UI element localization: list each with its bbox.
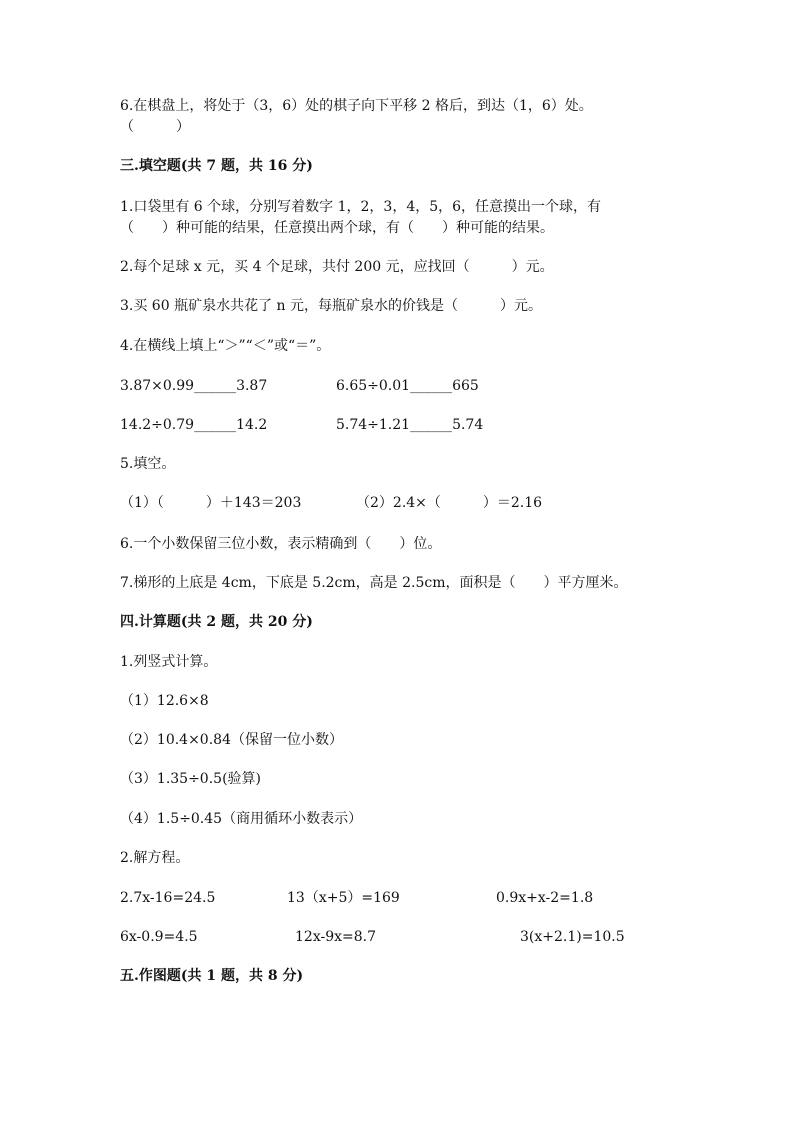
s4-q1-item4: （4）1.5÷0.45（商用循环小数表示） — [120, 811, 363, 827]
s3-q5-title: 5.填空。 — [120, 456, 176, 472]
s3-q4-b2: 5.74÷1.21______5.74 — [336, 417, 484, 433]
s4-q2-eq3: 0.9x+x-2=1.8 — [496, 890, 594, 906]
s4-q2-eq4: 6x-0.9=4.5 — [120, 929, 198, 945]
s4-q1-item2: （2）10.4×0.84（保留一位小数） — [120, 732, 343, 748]
section-3-title: 三.填空题(共 7 题，共 16 分) — [120, 158, 313, 174]
s3-q1-line2: （ ）种可能的结果，任意摸出两个球，有（ ）种可能的结果。 — [120, 220, 554, 236]
s4-q1-item3: （3）1.35÷0.5(验算) — [120, 771, 261, 787]
s4-q2-eq2: 13（x+5）=169 — [287, 890, 400, 906]
s3-question-3: 3.买 60 瓶矿泉水共花了 n 元，每瓶矿泉水的价钱是（ ）元。 — [120, 298, 542, 314]
q6-prev-line1: 6.在棋盘上，将处于（3，6）处的棋子向下平移 2 格后，到达（1，6）处。 — [120, 98, 593, 114]
q6-prev-line2: （ ） — [120, 119, 190, 135]
s3-question-6: 6.一个小数保留三位小数，表示精确到（ ）位。 — [120, 536, 442, 552]
s3-q5-p1: （1）（ ）＋143＝203 — [120, 495, 302, 511]
s4-q2-eq6: 3(x+2.1)=10.5 — [520, 929, 625, 945]
s4-q2-title: 2.解方程。 — [120, 850, 190, 866]
s3-q4-a2: 6.65÷0.01______665 — [336, 378, 479, 394]
s3-question-2: 2.每个足球 x 元，买 4 个足球，共付 200 元，应找回（ ）元。 — [120, 259, 554, 275]
s3-q4-b1: 14.2÷0.79______14.2 — [120, 417, 268, 433]
s4-q1-item1: （1）12.6×8 — [120, 693, 209, 709]
s4-q2-eq5: 12x-9x=8.7 — [295, 929, 376, 945]
section-5-title: 五.作图题(共 1 题，共 8 分) — [120, 968, 304, 984]
s3-q5-p2: （2）2.4×（ ）＝2.16 — [356, 495, 543, 511]
s4-q1-title: 1.列竖式计算。 — [120, 654, 218, 670]
s3-question-7: 7.梯形的上底是 4cm，下底是 5.2cm，高是 2.5cm，面积是（ ）平方厘米。 — [120, 575, 628, 591]
s3-q4-title: 4.在横线上填上“＞”“＜”或“＝”。 — [120, 338, 331, 354]
section-4-title: 四.计算题(共 2 题，共 20 分) — [120, 614, 313, 630]
s3-q1-line1: 1.口袋里有 6 个球，分别写着数字 1，2，3，4，5，6，任意摸出一个球，有 — [120, 199, 602, 215]
s4-q2-eq1: 2.7x-16=24.5 — [120, 890, 216, 906]
s3-q4-a1: 3.87×0.99______3.87 — [120, 378, 268, 394]
